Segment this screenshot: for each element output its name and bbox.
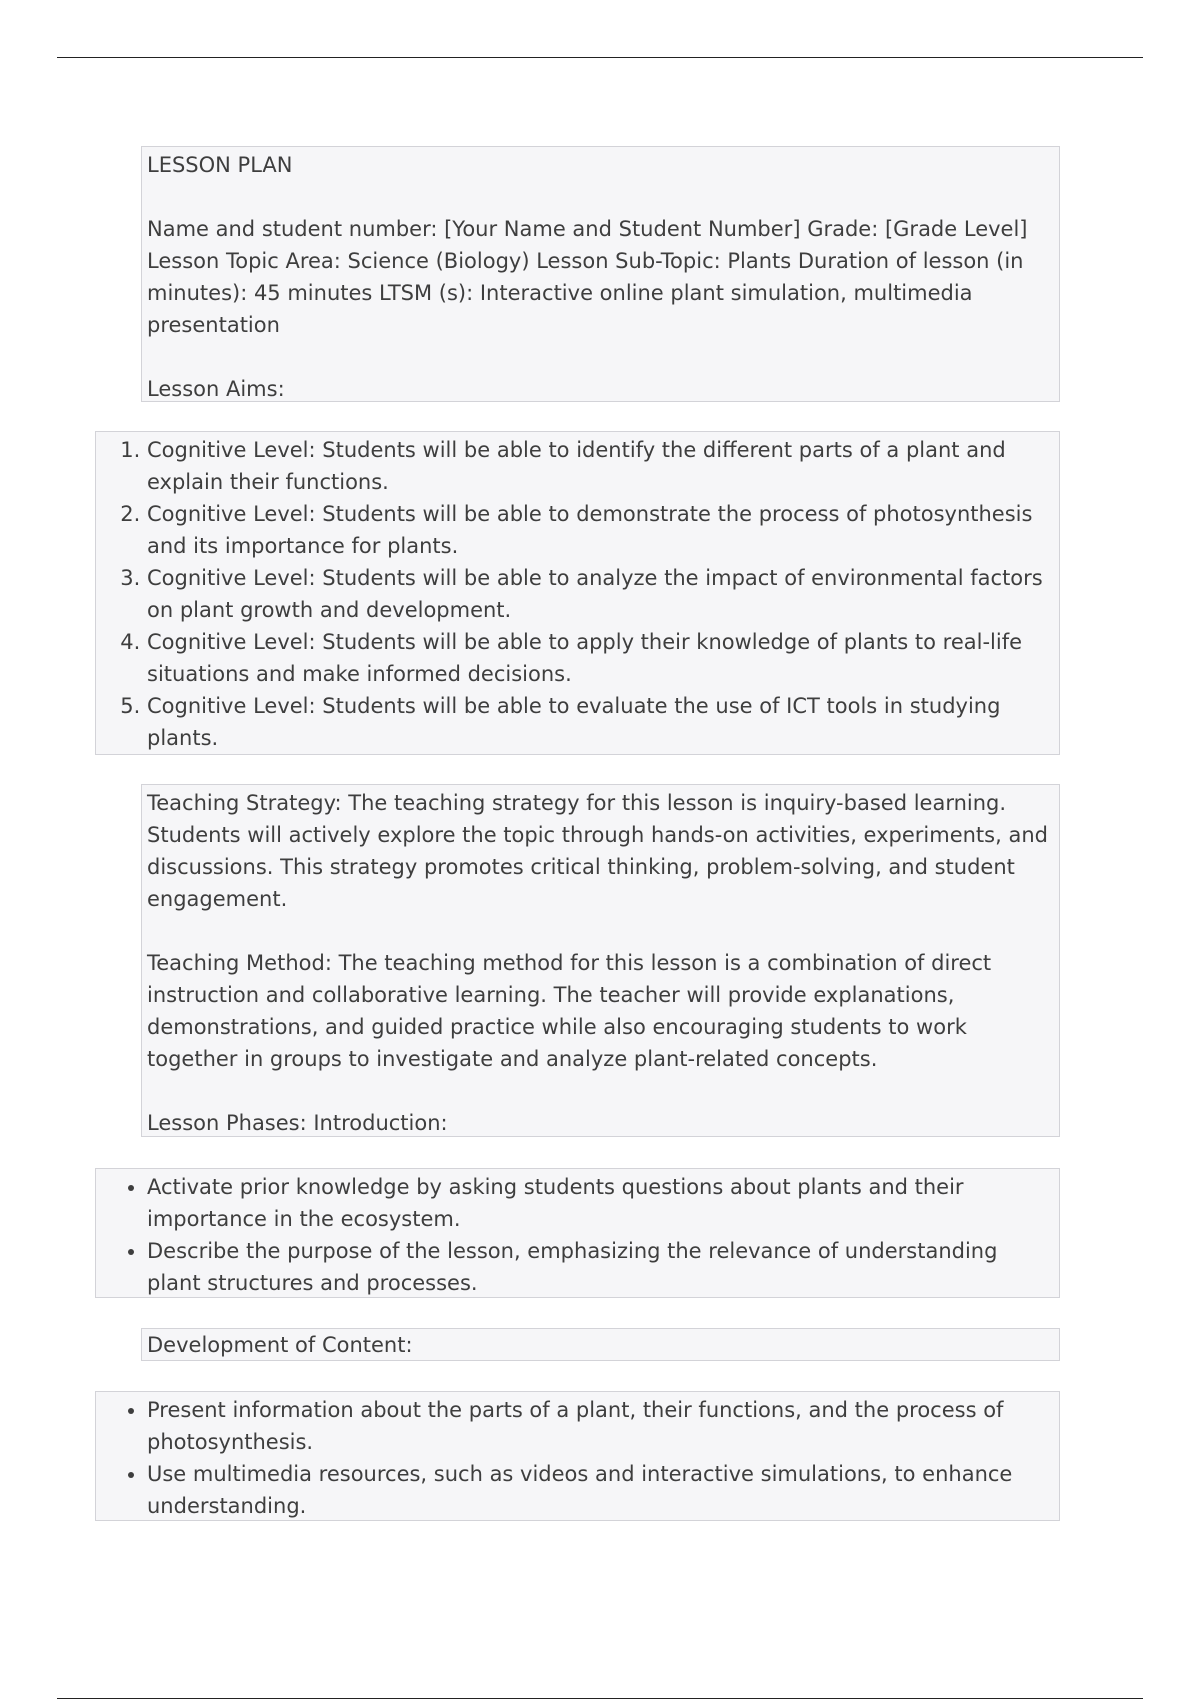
bottom-rule xyxy=(57,1698,1143,1699)
development-list xyxy=(96,1394,1047,1522)
top-rule xyxy=(57,57,1143,58)
lesson-aims-heading: Lesson Aims: xyxy=(147,377,285,401)
lesson-details: Name and student number: [Your Name and Student Number] Grade: [Grade Level] Lesson Topic Area: Science (Biology) Lesson Sub-Topic: Plants Duration of lesson (in minutes): 45 minutes LTSM (s): Interactive online plant simulation, multimedia presentation xyxy=(147,217,1028,337)
aim-item: 1. Cognitive Level: Students will be able to identify the different parts of a plant and explain their functions. xyxy=(147,434,1047,498)
teaching-strategy-box xyxy=(141,784,1060,1137)
development-item: • Present information about the parts of a plant, their functions, and the process of photosynthesis. xyxy=(147,1394,1047,1458)
lesson-aims-box xyxy=(95,431,1060,755)
introduction-list xyxy=(96,1171,1047,1299)
lesson-header-box xyxy=(141,146,1060,402)
aim-item: 2. Cognitive Level: Students will be able to demonstrate the process of photosynthesis and its importance for plants. xyxy=(147,498,1047,562)
teaching-method: Teaching Method: The teaching method for this lesson is a combination of direct instruction and collaborative learning. The teacher will provide explanations, demonstrations, and guided practice while also encouraging students to work together in groups to investigate and analyze plant-related concepts. xyxy=(147,951,992,1071)
introduction-item: • Activate prior knowledge by asking students questions about plants and their importance in the ecosystem. xyxy=(147,1171,1047,1235)
development-heading: Development of Content: xyxy=(147,1333,413,1357)
teaching-strategy: Teaching Strategy: The teaching strategy for this lesson is inquiry-based learning. Students will actively explore the topic through hands-on activities, experiments, and discussions. This strategy promotes critical thinking, problem-solving, and student engagement. xyxy=(147,791,1048,911)
lesson-phases-heading: Lesson Phases: Introduction: xyxy=(147,1111,448,1135)
introduction-item: • Describe the purpose of the lesson, emphasizing the relevance of understanding plant structures and processes. xyxy=(147,1235,1047,1299)
aim-item: 4. Cognitive Level: Students will be able to apply their knowledge of plants to real-life situations and make informed decisions. xyxy=(147,626,1047,690)
aim-item: 5. Cognitive Level: Students will be able to evaluate the use of ICT tools in studying plants. xyxy=(147,690,1047,754)
lesson-title: LESSON PLAN xyxy=(147,153,293,177)
lesson-aims-list xyxy=(96,434,1047,754)
aim-item: 3. Cognitive Level: Students will be able to analyze the impact of environmental factors on plant growth and development. xyxy=(147,562,1047,626)
development-item: • Use multimedia resources, such as videos and interactive simulations, to enhance understanding. xyxy=(147,1458,1047,1522)
introduction-box xyxy=(95,1168,1060,1298)
development-heading-box xyxy=(141,1328,1060,1361)
development-box xyxy=(95,1391,1060,1521)
